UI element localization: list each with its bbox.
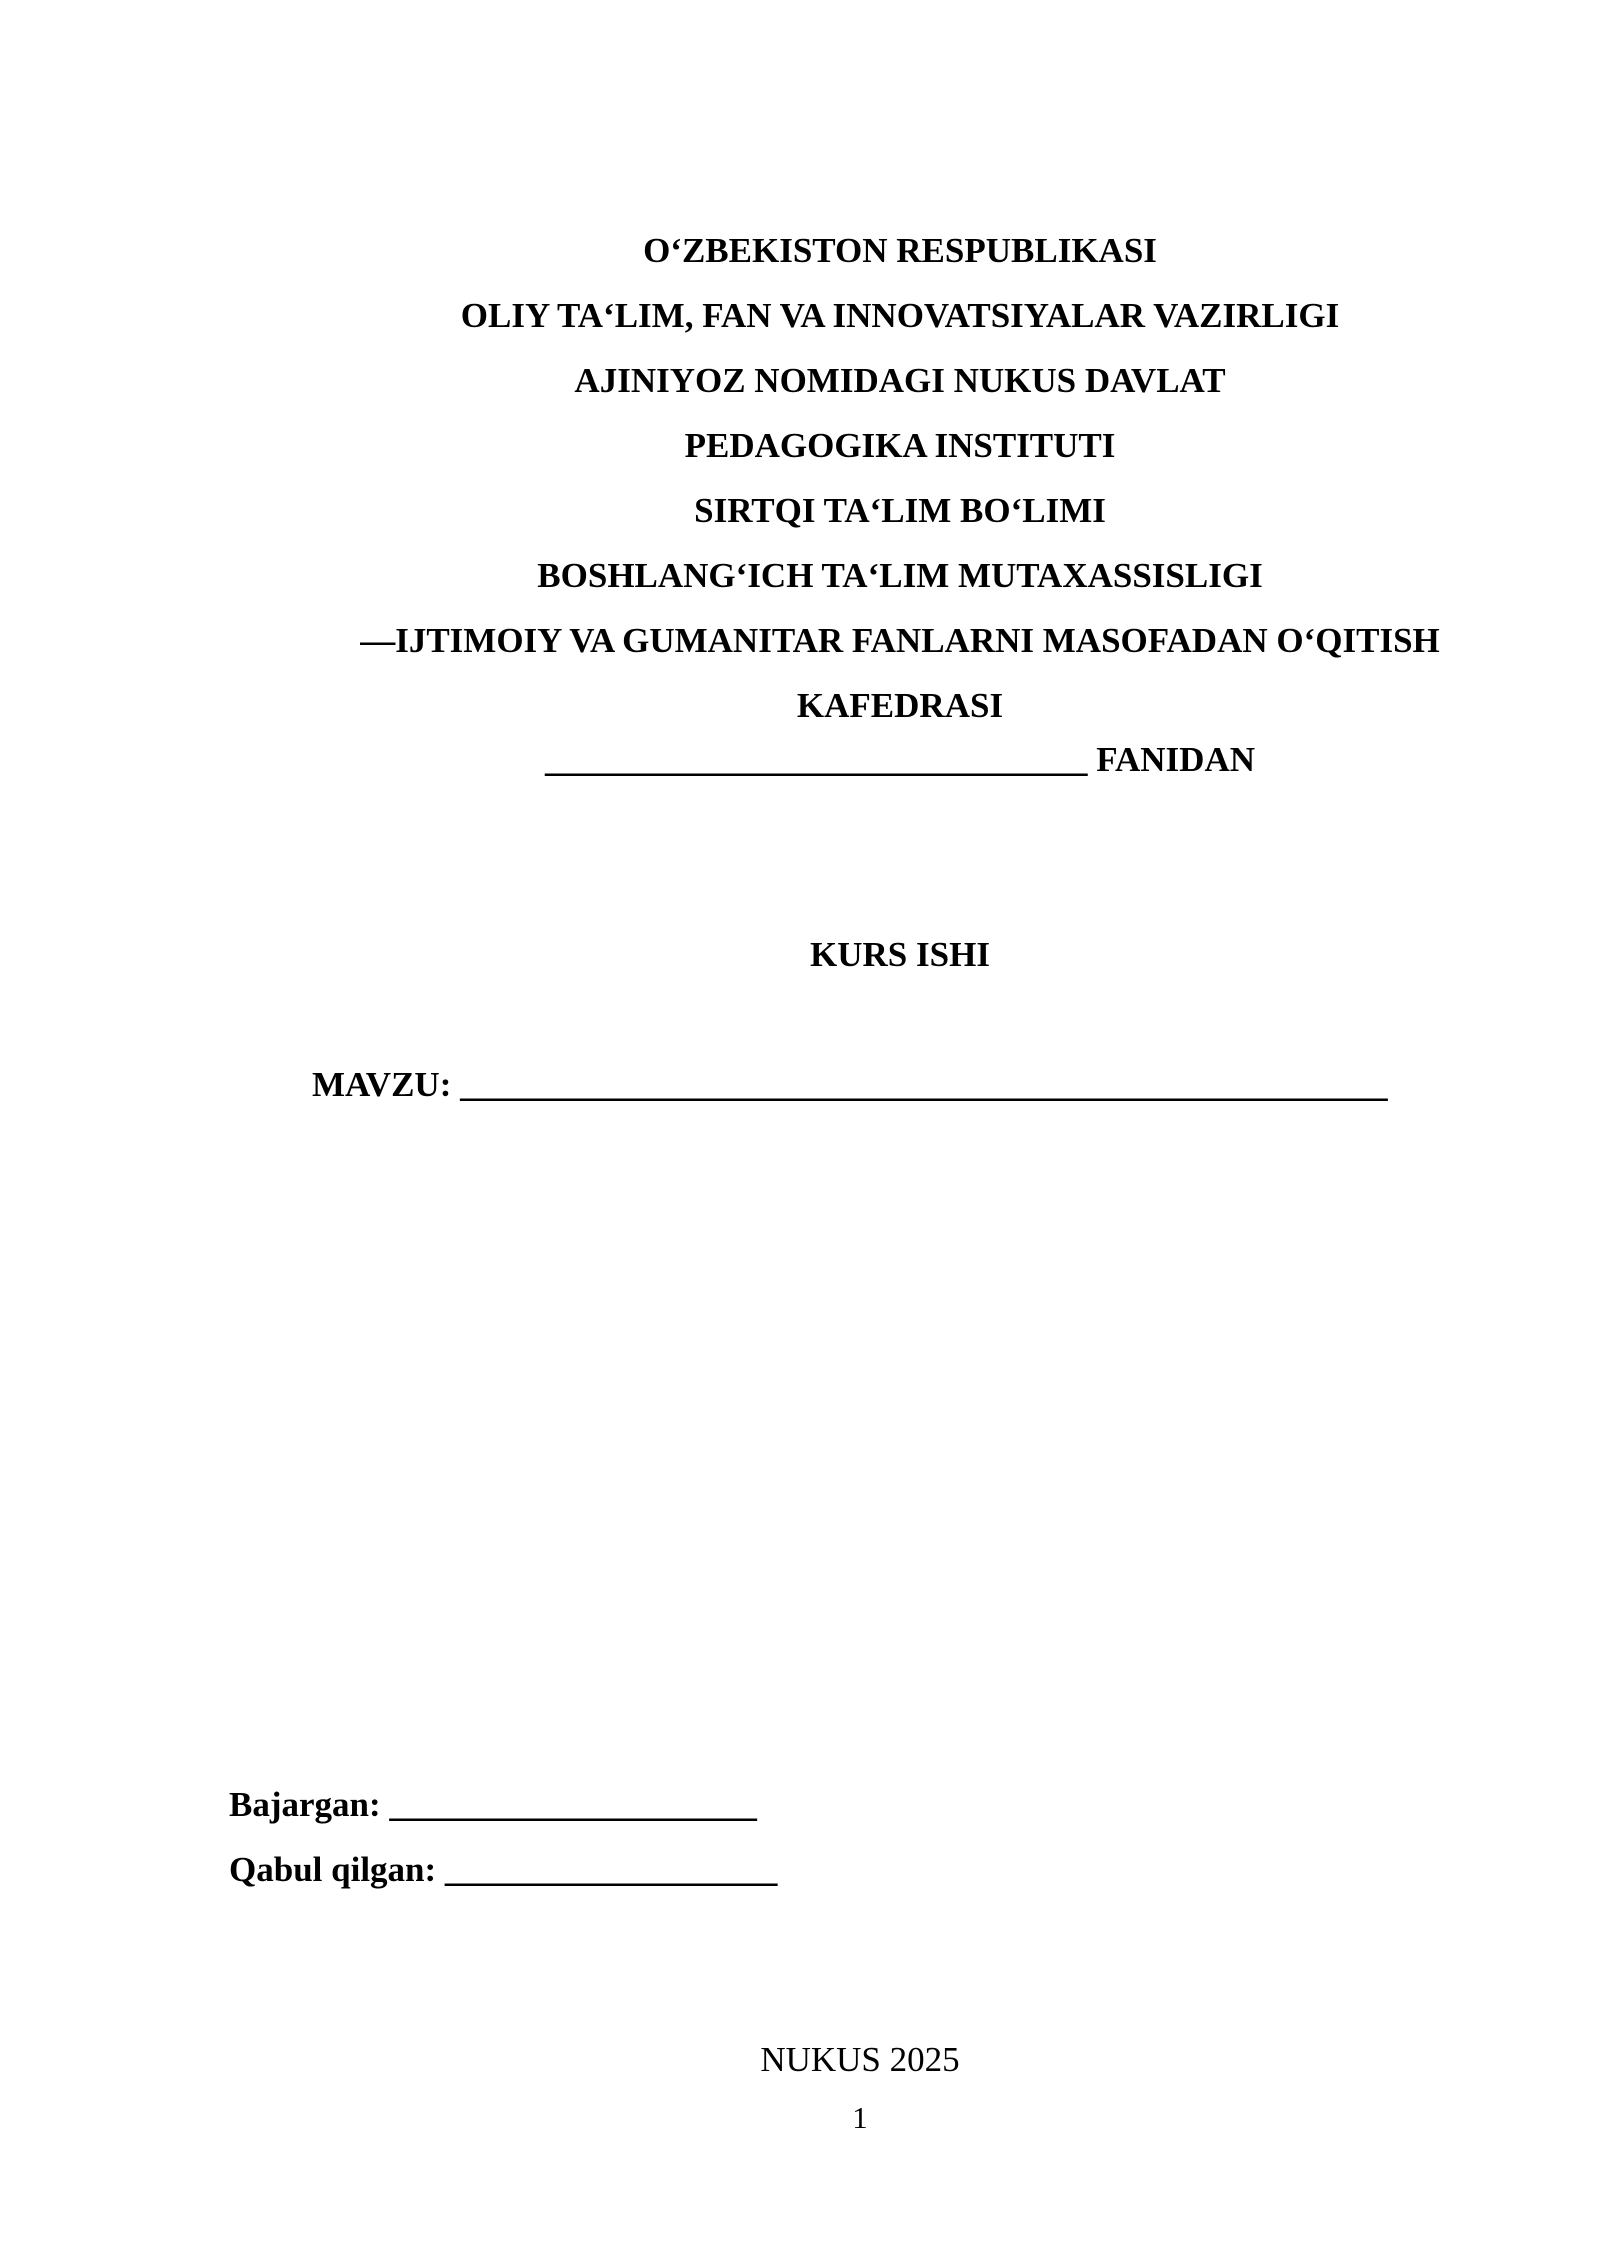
- author-signature-line: Bajargan: _____________________: [229, 1785, 757, 1824]
- page-number: 1: [852, 2100, 868, 2135]
- header-line-country: O‘ZBEKISTON RESPUBLIKASI: [643, 231, 1157, 270]
- header-line-chair-suffix: KAFEDRASI: [796, 686, 1004, 725]
- header-line-institute-type: PEDAGOGIKA INSTITUTI: [684, 426, 1116, 465]
- header-line-department: SIRTQI TA‘LIM BO‘LIMI: [694, 491, 1106, 530]
- subject-line: _______________________________ FANIDAN: [544, 740, 1256, 779]
- work-type-title: KURS ISHI: [810, 935, 990, 974]
- header-line-institute-name: AJINIYOZ NOMIDAGI NUKUS DAVLAT: [574, 361, 1226, 400]
- header-line-ministry: OLIY TA‘LIM, FAN VA INNOVATSIYALAR VAZIRLIGI: [460, 296, 1340, 335]
- topic-line: MAVZU: _____________________________________________________: [312, 1065, 1388, 1104]
- header-line-chair: —IJTIMOIY VA GUMANITAR FANLARNI MASOFADAN O‘QITISH: [360, 621, 1440, 660]
- institution-header: [230, 218, 1570, 738]
- header-line-specialty: BOSHLANG‘ICH TA‘LIM MUTAXASSISLIGI: [537, 556, 1263, 595]
- city-year: NUKUS 2025: [760, 2040, 960, 2079]
- reviewer-signature-line: Qabul qilgan: ___________________: [229, 1850, 778, 1889]
